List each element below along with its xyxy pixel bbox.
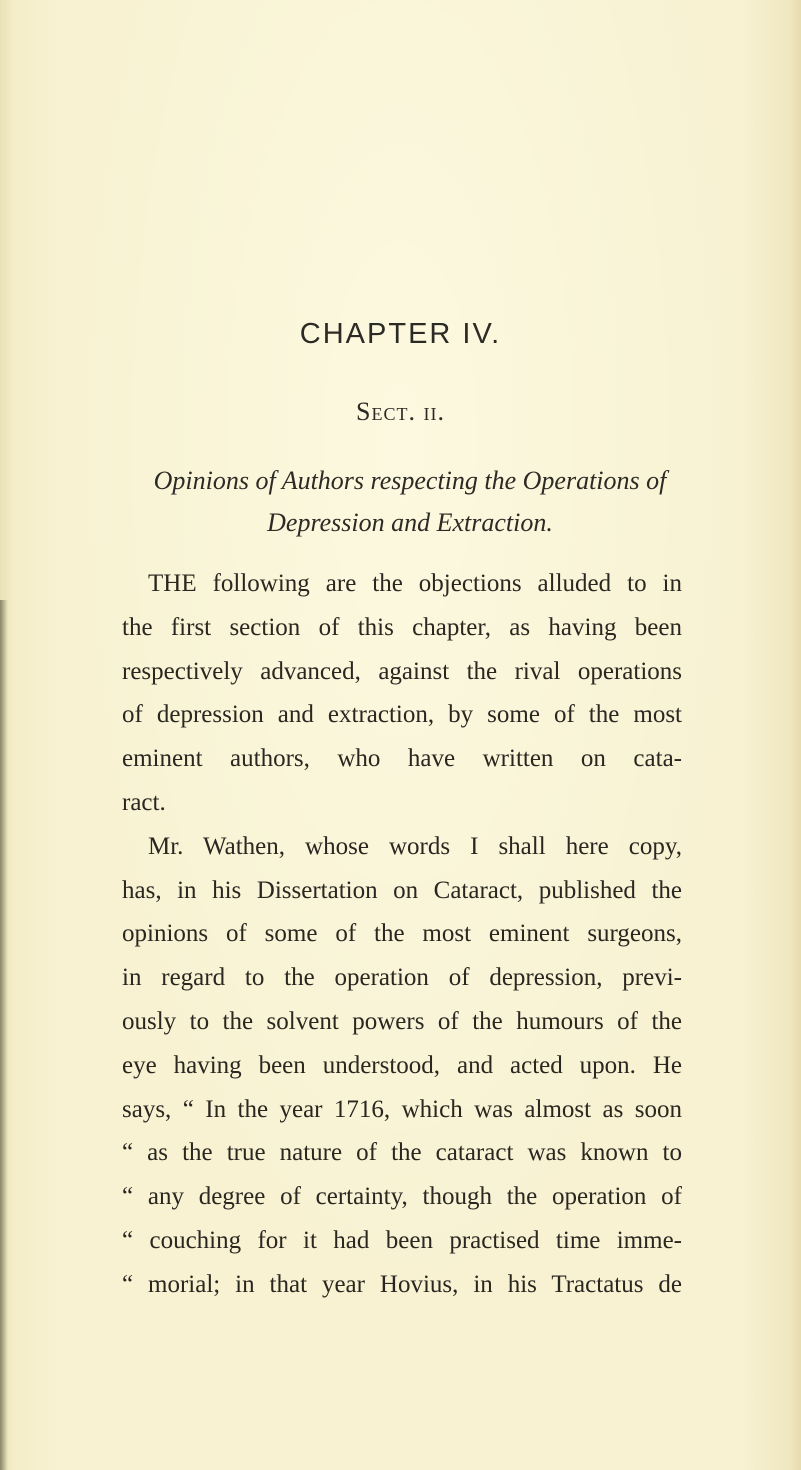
text-line: eye having been understood, and acted upon. He — [122, 1051, 682, 1079]
text-line: “ couching for it had been practised time imme- — [122, 1226, 682, 1254]
text-line: THE following are the objections alluded to in — [148, 570, 682, 597]
body-text — [122, 562, 682, 1307]
text-line: ously to the solvent powers of the humours of the — [122, 1007, 682, 1035]
text-line: “ any degree of certainty, though the operation of — [122, 1183, 682, 1211]
section-subtitle — [110, 460, 710, 544]
subtitle-line: Opinions of Authors respecting the Operations of — [153, 466, 667, 495]
subtitle-line: Depression and Extraction. — [267, 508, 553, 537]
text-line: has, in his Dissertation on Cataract, published the — [122, 876, 682, 904]
text-line: eminent authors, who have written on cata- — [122, 745, 682, 773]
text-line: respectively advanced, against the rival operations — [122, 657, 682, 685]
text-line: in regard to the operation of depression, previ- — [122, 964, 682, 992]
page-edge-shadow — [0, 600, 8, 1470]
text-line: ract. — [122, 788, 166, 816]
text-line: Mr. Wathen, whose words I shall here copy, — [148, 832, 682, 860]
text-line: “ as the true nature of the cataract was known to — [122, 1139, 682, 1167]
text-line: “ morial; in that year Hovius, in his Tractatus de — [122, 1270, 682, 1298]
text-line: the first section of this chapter, as having been — [122, 613, 682, 641]
text-line: says, “ In the year 1716, which was almost as soon — [122, 1095, 682, 1123]
section-heading: Sect. ii. — [356, 397, 445, 426]
chapter-heading: CHAPTER IV. — [299, 318, 502, 350]
text-line: of depression and extraction, by some of the most — [122, 701, 682, 729]
text-line: opinions of some of the most eminent surgeons, — [122, 920, 682, 948]
